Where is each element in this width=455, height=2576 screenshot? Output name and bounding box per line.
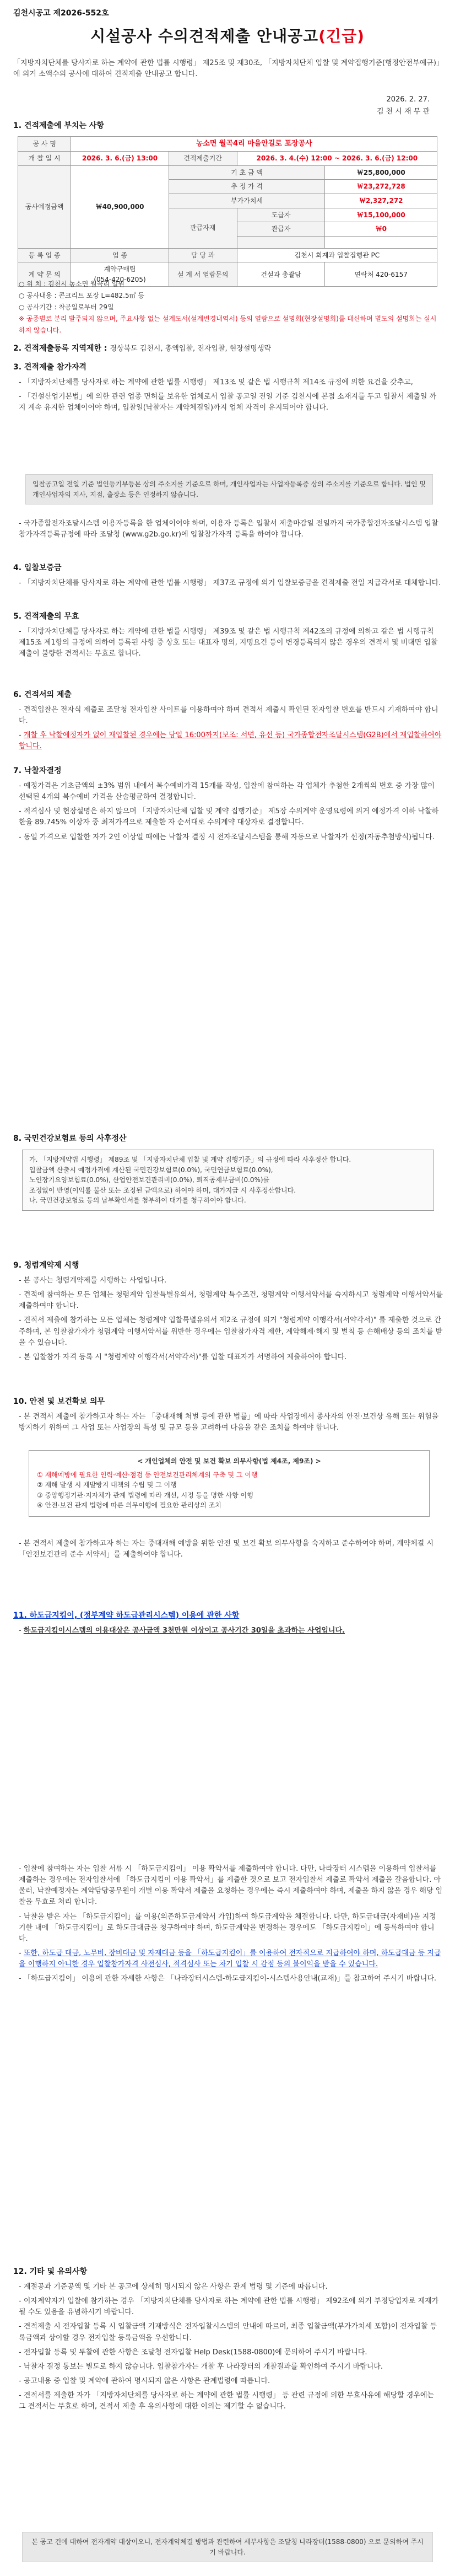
dept-col: 업 종: [71, 248, 169, 262]
section-12-p4: 전자입찰 등록 및 투찰에 관한 사항은 조달청 전자입찰 Help Desk(1588-0800)에 문의하여 주시기 바랍니다.: [23, 2348, 367, 2357]
section-11-p3: 낙찰을 받은 자는 「하도급지킴이」를 이용(의존하도급계약서 가입)하여 하도급계약을 체결합니다. 다만, 하도급대금(자재비)을 지정 기한 내에 「하도급지킴이」로 하도급대금을 청구하여야 하며, 하도급계약을 변경하는 경우에도 「하도급지킴이」에 등록하여야 합니다.: [19, 1912, 436, 1943]
section-8-box: [22, 1150, 434, 1211]
section-10-box-caption: < 개인업체의 안전 및 보건 확보 의무사항(법 제4조, 제9조) >: [137, 1457, 321, 1465]
section-11-p2: 입찰에 참여하는 자는 입찰 서류 시 「하도급지킴이」 이용 확약서를 제출하여야 합니다. 다만, 나라장터 시스템을 이용하여 입찰서를 제출하는 경우에는 전자입찰서에 「하도급지킴이 이용 확약서」를 제출한 것으로 보고 전자입찰서 제출로 확약서 제출을 갈음합니다. 아울러, 낙찰예정자는 계약담당공무원이 개별 이용 확약서 제출을 요청하는 경우에는 즉시 제출하여야 하며, 제출을 하지 않을 경우 해당 입찰을 무효로 처리 합니다.: [19, 1865, 443, 1907]
intro-text: 「지방자치단체를 당사자로 하는 계약에 관한 법률 시행령」 제25조 및 제30조, 「지방자치단체 입찰 및 계약집행기준(행정안전부예규)」에 의거 소액수의 공사에 대하여 견적제출 안내공고 합니다.: [13, 59, 440, 79]
section-3-p1-text: 「지방자치단체를 당사자로 하는 계약에 관한 법률 시행령」 제13조 및 같은 법 시행규칙 제14조 규정에 의한 요건을 갖추고,: [23, 378, 413, 387]
base-label: 기 초 금 액: [169, 165, 325, 180]
contract-dept: 계약구매팀: [104, 265, 136, 273]
dateline: [377, 94, 430, 118]
section-10-item-1: ① 재해예방에 필요한 인력·예산·점검 등 안전보건관리체계의 구축 및 그 이행: [37, 1471, 258, 1479]
section-9-p1: 본 공사는 청렴계약제를 시행하는 사업입니다.: [23, 1276, 167, 1285]
section-5-body: - 「지방자치단체를 당사자로 하는 계약에 관한 법률 시행령」 제39조 및 같은 법 시행규칙 제42조의 규정에 의하고 같은 법 시행규칙 제15조 제1항의 규정에 의하여 등록된 사항 중 상호 또는 대표자 명의, 지명요건 등이 변경등록되지 않은 경우의 견적서 및 비대면 입찰제출이 불량한 견적서는 무효로 합니다.: [19, 627, 438, 658]
section-8-item-line3: 조정없이 반영(이익률 불산 또는 조정된 금액으로) 하여야 하며, 대가지급 시 사후정산합니다.: [29, 1186, 296, 1194]
section-10-body: - 본 견적서 제출에 참가하고자 하는 자는 「중대재해 처벌 등에 관한 법률」에 따라 사업장에서 종사자의 안전·보건상 유해 또는 위험을 방지하기 위하여 그 사업 또는 사업장의 특성 및 규모 등을 고려하여 다음을 같은 조치를 하여야 합니다.: [19, 1413, 439, 1432]
section-10-item-2: ② 재해 발생 시 재발방지 대책의 수립 및 그 이행: [37, 1481, 177, 1489]
section-2-title: 2. 견적제출등록 지역제한 : 경상북도 김천시, 총액입찰, 전자입찰, 현장설명생략: [13, 344, 272, 353]
section-11-body: - 하도급지킴이시스템의 이용대상은 공사금액 3천만원 이상이고 공사기간 30일을 초과하는 사업입니다.: [19, 1627, 345, 1635]
issuing-org: 김 천 시 재 무 관: [376, 108, 430, 116]
section-3-p2-text: 「건설산업기본법」에 의한 관련 업종 면허를 보유한 업체로서 입찰 공고일 전일 기준 김천시에 본점 소재지를 두고 입찰서 제출일 까지 계속 유지한 업체이어야 하며, 입찰일(낙찰자는 계약체결일)까지 업체 자격이 유지되어야 합니다.: [19, 393, 437, 412]
section-9-title: 9. 청렴계약제 시행: [13, 1261, 79, 1270]
section-4-title: 4. 입찰보증금: [13, 564, 62, 572]
gwangup-value: ￦0: [325, 222, 437, 237]
est-label: 추 정 가 격: [169, 180, 325, 194]
extra-label: [237, 236, 325, 248]
design-tel: 420-6157: [376, 270, 408, 278]
note-location: ○ 위 치 : 김천시 농소면 월곡리 일원: [19, 280, 124, 288]
section-5-title: 5. 견적제출의 무효: [13, 612, 79, 621]
section-8-title: 8. 국민건강보험료 등의 사후정산: [13, 1134, 127, 1143]
section-6-p2-warning: 개찰 후 낙찰예정자가 없이 재입찰된 경우에는 당일 16:00까지(보조: 서면, 유선 등) 국가종합전자조달시스템(G2B)에서 재입찰하여야 합니다.: [19, 731, 442, 751]
section-10-box: [29, 1450, 430, 1517]
announce-date: 2026. 2. 27.: [386, 95, 430, 104]
period-value: 2026. 3. 4.(수) 12:00 ~ 2026. 3. 6.(금) 12:00: [237, 152, 437, 166]
period-label: 견적제출기간: [169, 152, 237, 166]
section-10-p2: 본 견적서 제출에 참가하고자 하는 자는 중대재해 예방을 위한 안전 및 보건 확보 의무사항을 숙지하고 준수하여야 하며, 계약체결 시 「안전보건관리 준수 서약서」를 제출하여야 합니다.: [19, 1539, 434, 1559]
material-label: 관급자재: [169, 208, 237, 248]
design-dept: 건설과 총괄담: [237, 262, 325, 287]
section-9-p4: 본 입찰참가 자격 등록 시 "청렴계약 이행각서(서약각서)"를 입찰 대표자가 서명하여 제출하여야 합니다.: [23, 1353, 347, 1361]
section-12-title: 12. 기타 및 유의사항: [13, 2267, 88, 2276]
open-value: 2026. 3. 6.(금) 13:00: [71, 152, 169, 166]
section-7-title: 7. 낙찰자결정: [13, 766, 62, 775]
dogup-value: ￦15,100,000: [325, 208, 437, 222]
section-10-item-4: ④ 안전·보건 관계 법령에 따른 의무이행에 필요한 관리상의 조치: [37, 1501, 221, 1510]
vat-label: 부가가치세: [169, 194, 325, 208]
section-9-body: - 본 공사는 청렴계약제를 시행하는 사업입니다. - 견적에 참여하는 모든 업체는 청렴계약 입찰특별유의서, 청렴계약 특수조건, 청렴계약 이행서약서를 숙지하시고 청렴계약 이행서약서를 제출하여야 합니다. - 견적서 제출에 참가하는 모든 업체는 청렴계약 입찰특별유의서 제2조 규정에 의거 "청렴계약 이행각서(서약각서)" 를 제출한 것으로 간주하며, 본 입찰참가자가 청렴계약 이행서약서를 위반한 경우에는 입찰참가자격 제한, 계약해제·해지 및 벌칙 등 손해배상 등의 조치를 받을 수 있습니다. - 본 입찰참가 자격 등록 시 "청렴계약 이행각서(서약각서)"를 입찰 대표자가 서명하여 제출하여야 합니다.: [19, 1276, 443, 1361]
section-3-box: 입찰공고일 전일 기준 법인등기부등본 상의 주소지를 기준으로 하며, 개인사업자는 사업자등록증 상의 주소지를 기준으로 합니다. 법인 및 개인사업자의 지사, 지점, 출장소 등은 인정하지 않습니다.: [25, 474, 433, 505]
section-3-p1: - 「지방자치단체를 당사자로 하는 계약에 관한 법률 시행령」 제13조 및 같은 법 시행규칙 제14조 규정에 의한 요건을 갖추고,: [19, 378, 413, 387]
section-7-body: - 예정가격은 기초금액의 ±3% 범위 내에서 복수예비가격 15개를 작성, 입찰에 참여하는 각 업체가 추첨한 2개씩의 번호 중 가장 많이 선택된 4개의 복수예비 가격을 산술평균하여 결정합니다. - 적격심사 및 현장설명은 하지 않으며 「지방자치단체 입찰 및 계약 집행기준」 제5장 수의계약 운영요령에 의거 예정가격 이하 낙찰하한율 89.745% 이상자 중 최저가격으로 제출한 자 순서대로 수의계약 대상자로 결정합니다. - 동일 가격으로 입찰한 자가 2인 이상일 때에는 낙찰자 결정 시 전자조달시스템을 통해 자동으로 낙찰자가 선정(자동추첨방식)됩니다.: [19, 782, 439, 841]
section-10-title: 10. 안전 및 보건확보 의무: [13, 1397, 105, 1406]
section-3-p3-text: 국가종합전자조달시스템 이용자등록을 한 업체이어야 하며, 이용자 등록은 입찰서 제출마감일 전일까지 국가종합전자조달시스템 입찰참가자격등록규정에 따라 조달청 (www.g2b.go.kr)에 입찰참가자격 등록을 하여야 합니다.: [19, 519, 438, 539]
section-3-p2: - 「건설산업기본법」에 의한 관련 업종 면허를 보유한 업체로서 입찰 공고일 전일 기준 김천시에 본점 소재지를 두고 입찰서 제출일 까지 계속 유지한 업체이어야 하며, 입찰일(낙찰자는 계약체결일)까지 업체 자격이 유지되어야 합니다.: [19, 393, 437, 412]
budget-value: ￦40,900,000: [71, 165, 169, 248]
section-12-p3: 견적제출 시 전자입찰 등록 시 입찰금액 기재방식은 전자입찰시스템의 안내에 따르며, 최종 입찰금액(부가가치세 포함)이 전자입찰 등록금액과 상이할 경우 전자입찰 등록금액을 우선합니다.: [19, 2322, 437, 2342]
section-2-heading: 2. 견적제출등록 지역제한: [13, 344, 102, 353]
project-label: 공 사 명: [18, 137, 71, 152]
section-12-p5: 낙찰자 결정 통보는 별도로 하지 않습니다. 입찰참가자는 개찰 후 나라장터의 개찰결과를 확인하여 주시기 바랍니다.: [23, 2362, 383, 2371]
section-3-body: [19, 377, 443, 417]
section-12-p7: 견적서를 제출한 자가 「지방자치단체를 당사자로 하는 계약에 관한 법률 시행령」 등 관련 규정에 의한 무효사유에 해당할 경우에는 그 견적서는 무효로 하며, 견적서 제출 후 유의사항에 대한 이의는 제기할 수 없습니다.: [19, 2391, 434, 2411]
contract-tel: (054-420-6205): [94, 275, 146, 283]
section-12-p2: 이자계약자가 입찰에 참가하는 경우 「지방자치단체를 당사자로 하는 계약에 관한 법률 시행령」 제92조에 의거 부정당업자로 제재가 될 수도 있음을 유념하시기 바랍니다.: [19, 2297, 439, 2317]
note-period: ○ 공사기간 : 착공일로부터 29일: [19, 303, 114, 311]
footer-text: 본 공고 건에 대하여 전자계약 대상이오니, 전자계약체결 방법과 관련하여 세부사항은 조달청 나라장터(1588-0800) 으로 문의하여 주시기 바랍니다.: [31, 2538, 424, 2556]
title-urgent-tag: (긴급): [318, 27, 365, 45]
note-content: ○ 공사내용 : 콘크리트 포장 L=482.5㎡ 등: [19, 292, 145, 299]
section-10-p1: 본 견적서 제출에 참가하고자 하는 자는 「중대재해 처벌 등에 관한 법률」에 따라 사업장에서 종사자의 안전·보건상 유해 또는 위험을 방지하기 위하여 그 사업 또는 사업장의 특성 및 규모 등을 고려하여 다음을 같은 조치를 하여야 합니다.: [19, 1413, 439, 1432]
section-7-p2: 적격심사 및 현장설명은 하지 않으며 「지방자치단체 입찰 및 계약 집행기준」 제5장 수의계약 운영요령에 의거 예정가격 이하 낙찰하한율 89.745% 이상자 중 최저가격으로 제출한 자 순서대로 수의계약 대상자로 결정합니다.: [19, 807, 439, 827]
section-7-p1: 예정가격은 기초금액의 ±3% 범위 내에서 복수예비가격 15개를 작성, 입찰에 참여하는 각 업체가 추첨한 2개씩의 번호 중 가장 많이 선택된 4개의 복수예비 가격을 산술평균하여 결정합니다.: [19, 782, 435, 802]
design-contact-label: 연락처: [354, 270, 374, 278]
section-9-p2: 견적에 참여하는 모든 업체는 청렴계약 입찰특별유의서, 청렴계약 특수조건, 청렴계약 이행서약서를 숙지하시고 청렴계약 이행서약서를 제출하여야 합니다.: [19, 1291, 443, 1311]
document-number: 김천시공고 제2026-552호: [13, 9, 109, 18]
section-6-p1: 견적입찰은 전자식 제출로 조달청 전자입찰 사이트를 이용하여야 하며 견적서 제출시 확인된 전자입찰 번호를 반드시 기재하여야 합니다.: [19, 706, 438, 726]
section-11-p5: 「하도급지킴이」 이용에 관한 자세한 사항은 「나라장터시스템-하도급지킴이-시스템사용안내(교재)」를 참고하여 주시기 바랍니다.: [23, 1974, 437, 1983]
footer-notice: [22, 2532, 433, 2562]
section-11-p1: 하도급지킴이시스템의 이용대상은 공사금액 3천만원 이상이고 공사기간 30일을 초과하는 사업입니다.: [23, 1627, 345, 1635]
section-8-item-line2: 노인장기요양보험료(0.0%), 산업안전보건관리비(0.0%), 퇴직공제부금비(0.0%)를: [29, 1176, 270, 1184]
section-10-item-3: ③ 중앙행정기관·지자체가 관계 법령에 따라 개선, 시정 등을 명한 사항 이행: [37, 1491, 253, 1499]
contact-person: 김천시 회계과 입찰집행관 PC: [237, 248, 437, 262]
section-10-body-2: - 본 견적서 제출에 참가하고자 하는 자는 중대재해 예방을 위한 안전 및 보건 확보 의무사항을 숙지하고 준수하여야 하며, 계약체결 시 「안전보건관리 준수 서약서」를 제출하여야 합니다.: [19, 1539, 434, 1559]
biz-col: 등 록 업 종: [18, 248, 71, 262]
section-1-title: 1. 견적제출에 부치는 사항: [13, 121, 104, 130]
est-value: ￦23,272,728: [325, 180, 437, 194]
section-8-item-a: 가. 「지방계약법 시행령」 제89조 및 「지방자치단체 입찰 및 계약 집행기준」의 규정에 따라 사후정산 합니다.: [29, 1156, 351, 1163]
note-warning: ※ 공종별로 분리 발주되지 않으며, 주요사항 없는 설계도서(설계변경내역서) 등의 열람으로 설명회(현장설명회)를 대신하며 별도의 설명회는 실시하지 않습니다.: [19, 315, 437, 334]
gwangup-label: 관급자: [237, 222, 325, 237]
section-11-body-2: - 입찰에 참여하는 자는 입찰 서류 시 「하도급지킴이」 이용 확약서를 제출하여야 합니다. 다만, 나라장터 시스템을 이용하여 입찰서를 제출하는 경우에는 전자입찰서에 「하도급지킴이 이용 확약서」를 제출한 것으로 보고 전자입찰서 제출로 확약서 제출을 갈음합니다. 아울러, 낙찰예정자는 계약담당공무원이 개별 이용 확약서 제출을 요청하는 경우에는 즉시 제출하여야 하며, 제출을 하지 않을 경우 해당 입찰을 무효로 처리 합니다. - 낙찰을 받은 자는 「하도급지킴이」를 이용(의존하도급계약서 가입)하여 하도급계약을 체결합니다. 다만, 하도급대금(자재비)을 지정 기한 내에 「하도급지킴이」로 하도급대금을 청구하여야 하며, 하도급계약을 변경하는 경우에도 「하도급지킴이」에 등록하여야 합니다. - 또한, 하도급 대금, 노무비, 장비대금 및 자재대금 등을 「하도급지킴이」를 이용하여 전자적으로 지급하여야 하며, 하도급대금 등 지급을 이행하지 아니한 경우 입찰참가자격 사전심사, 적격심사 또는 차기 입찰 시 감점 등의 불이익을 받을 수 있습니다. - 「하도급지킴이」 이용에 관한 자세한 사항은 「나라장터시스템-하도급지킴이-시스템사용안내(교재)」를 참고하여 주시기 바랍니다.: [19, 1865, 443, 1983]
extra-value: [325, 236, 437, 248]
title-main: 시설공사 수의견적제출 안내공고: [90, 27, 319, 45]
base-value: ￦25,800,000: [325, 165, 437, 180]
overview-table: [18, 136, 437, 287]
contact-col: 담 당 과: [169, 248, 237, 262]
contract-label: 계 약 문 의: [18, 262, 71, 287]
section-12-p1: 계절공과 기준공액 및 기타 본 공고에 상세히 명시되지 않은 사항은 관계 법령 및 기준에 따릅니다.: [23, 2283, 328, 2291]
section-12-p6: 공고내용 중 입찰 및 계약에 관하여 명시되지 않은 사항은 관계법령에 따릅니다.: [23, 2376, 270, 2385]
open-label: 개 찰 일 시: [18, 152, 71, 166]
project-name: 농소면 월곡4리 마을안길로 포장공사: [71, 137, 437, 152]
section-6-title: 6. 견적서의 제출: [13, 690, 72, 699]
section-5-text: 「지방자치단체를 당사자로 하는 계약에 관한 법률 시행령」 제39조 및 같은 법 시행규칙 제42조의 규정에 의하고 같은 법 시행규칙 제15조 제1항의 규정에 의하여 등록된 사항 중 상호 또는 대표자 명의, 지명요건 등이 변경등록되지 않은 경우의 견적서 및 비대면 입찰제출이 불량한 견적서는 무효로 합니다.: [19, 627, 438, 658]
section-11-title: 11. 하도급지킴이, (정부계약 하도급관리시스템) 이용에 관한 사항: [13, 1611, 240, 1620]
section-2-text: 경상북도 김천시, 총액입찰, 전자입찰, 현장설명생략: [110, 345, 272, 353]
section-4-body: - 「지방자치단체를 당사자로 하는 계약에 관한 법률 시행령」 제37조 규정에 의거 입찰보증금을 견적제출 전일 지급각서로 대체합니다.: [19, 579, 441, 587]
page-title: [0, 24, 455, 48]
section-4-text: 「지방자치단체를 당사자로 하는 계약에 관한 법률 시행령」 제37조 규정에 의거 입찰보증금을 견적제출 전일 지급각서로 대체합니다.: [23, 579, 441, 587]
section-8-item-line1: 입찰금액 산출시 예정가격에 계산된 국민건강보험료(0.0%), 국민연금보험료(0.0%),: [29, 1166, 273, 1174]
overview-notes: [19, 278, 437, 336]
budget-label: 공사예정금액: [18, 165, 71, 248]
section-7-p3: 동일 가격으로 입찰한 자가 2인 이상일 때에는 낙찰자 결정 시 전자조달시스템을 통해 자동으로 낙찰자가 선정(자동추첨방식)됩니다.: [23, 833, 435, 841]
section-3-p3: - 국가종합전자조달시스템 이용자등록을 한 업체이어야 하며, 이용자 등록은 입찰서 제출마감일 전일까지 국가종합전자조달시스템 입찰참가자격등록규정에 따라 조달청 (www.g2b.go.kr)에 입찰참가자격 등록을 하여야 합니다.: [19, 519, 438, 539]
section-11-p4: 또한, 하도급 대금, 노무비, 장비대금 및 자재대금 등을 「하도급지킴이」를 이용하여 전자적으로 지급하여야 하며, 하도급대금 등 지급을 이행하지 아니한 경우 입찰참가자격 사전심사, 적격심사 또는 차기 입찰 시 감점 등의 불이익을 받을 수 있습니다.: [19, 1949, 441, 1969]
section-8-item-b: 나. 국민건강보험료 등의 납부확인서를 첨부하여 대가를 청구하여야 합니다.: [29, 1196, 246, 1205]
design-label: 설 계 서 열람문의: [169, 262, 237, 287]
section-12-body: - 계절공과 기준공액 및 기타 본 공고에 상세히 명시되지 않은 사항은 관계 법령 및 기준에 따릅니다. - 이자계약자가 입찰에 참가하는 경우 「지방자치단체를 당사자로 하는 계약에 관한 법률 시행령」 제92조에 의거 부정당업자로 제재가 될 수도 있음을 유념하시기 바랍니다. - 견적제출 시 전자입찰 등록 시 입찰금액 기재방식은 전자입찰시스템의 안내에 따르며, 최종 입찰금액(부가가치세 포함)이 전자입찰 등록금액과 상이할 경우 전자입찰 등록금액을 우선합니다. - 전자입찰 등록 및 투찰에 관한 사항은 조달청 전자입찰 Help Desk(1588-0800)에 문의하여 주시기 바랍니다. - 낙찰자 결정 통보는 별도로 하지 않습니다. 입찰참가자는 개찰 후 나라장터의 개찰결과를 확인하여 주시기 바랍니다. - 공고내용 중 입찰 및 계약에 관하여 명시되지 않은 사항은 관계법령에 따릅니다. - 견적서를 제출한 자가 「지방자치단체를 당사자로 하는 계약에 관한 법률 시행령」 등 관련 규정에 의한 무효사유에 해당할 경우에는 그 견적서는 무효로 하며, 견적서 제출 후 유의사항에 대한 이의는 제기할 수 없습니다.: [19, 2283, 439, 2411]
section-3-title: 3. 견적제출 참가자격: [13, 363, 86, 372]
vat-value: ￦2,327,272: [325, 194, 437, 208]
dogup-label: 도급자: [237, 208, 325, 222]
section-6-body: - 견적입찰은 전자식 제출로 조달청 전자입찰 사이트를 이용하여야 하며 견적서 제출시 확인된 전자입찰 번호를 반드시 기재하여야 합니다. - 개찰 후 낙찰예정자가 없이 재입찰된 경우에는 당일 16:00까지(보조: 서면, 유선 등) 국가종합전자조달시스템(G2B)에서 재입찰하여야 합니다.: [19, 706, 442, 751]
section-9-p3: 견적서 제출에 참가하는 모든 업체는 청렴계약 입찰특별유의서 제2조 규정에 의거 "청렴계약 이행각서(서약각서)" 를 제출한 것으로 간주하며, 본 입찰참가자가 청렴계약 이행서약서를 위반한 경우에는 입찰참가자격 제한, 계약해제·해지 및 벌칙 등 손해배상 등의 조치를 받을 수 있습니다.: [19, 1316, 443, 1347]
